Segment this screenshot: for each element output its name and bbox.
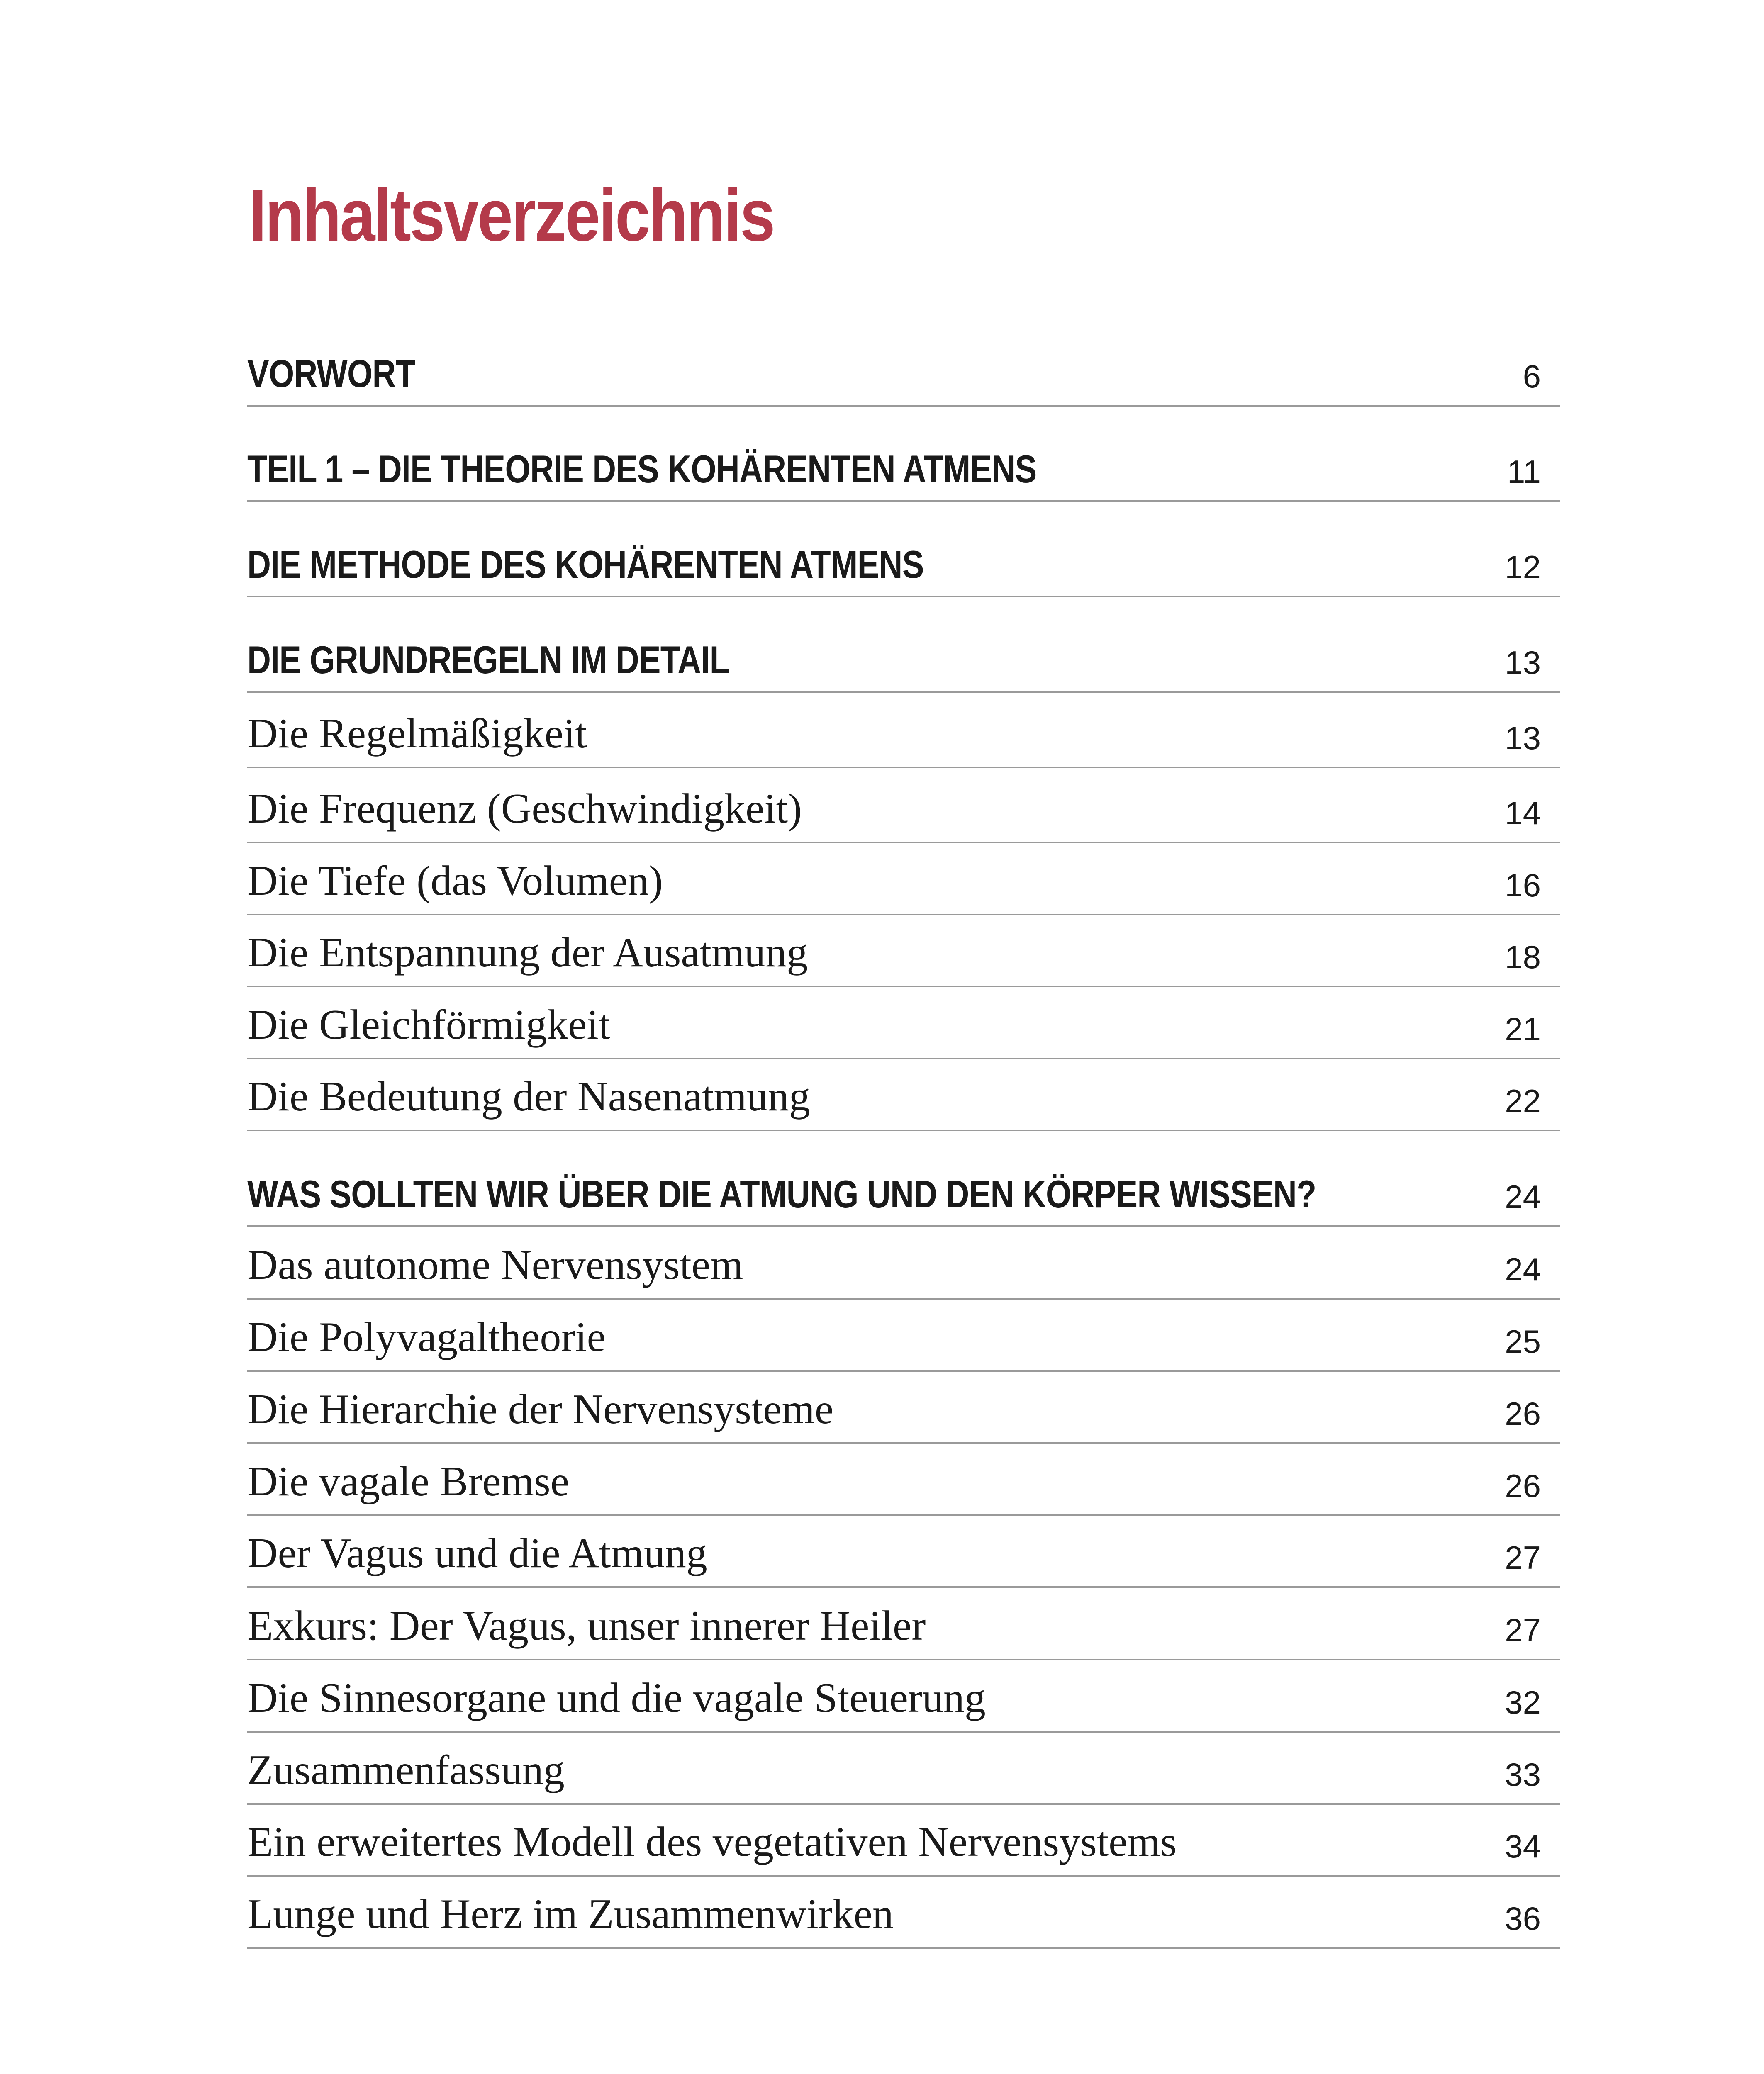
toc-page-number: 34 — [1505, 1828, 1541, 1865]
toc-item[interactable] — [247, 1227, 1560, 1300]
toc-page-number: 24 — [1505, 1251, 1541, 1288]
toc-page-number: 26 — [1505, 1395, 1541, 1432]
toc-item-label: Exkurs: Der Vagus, unser innerer Heiler — [247, 1602, 926, 1649]
toc-heading-label: DIE METHODE DES KOHÄRENTEN ATMENS — [247, 543, 924, 586]
toc-page-number: 21 — [1505, 1011, 1541, 1047]
toc-item-label: Die Hierarchie der Nervensysteme — [247, 1386, 834, 1433]
toc-page-number: 32 — [1505, 1684, 1541, 1721]
toc-item[interactable] — [247, 768, 1560, 843]
toc-item-label: Die Gleichförmigkeit — [247, 1001, 611, 1048]
toc-page-number: 13 — [1505, 644, 1541, 681]
toc-heading-label: DIE GRUNDREGELN IM DETAIL — [247, 638, 729, 682]
toc-item-label: Das autonome Nervensystem — [247, 1241, 743, 1288]
page-title: Inhaltsverzeichnis — [249, 174, 774, 256]
toc-heading-teil-1[interactable] — [247, 407, 1560, 502]
toc-item[interactable] — [247, 1660, 1560, 1733]
toc-page-number: 12 — [1505, 549, 1541, 585]
toc-page-number: 13 — [1505, 720, 1541, 756]
toc-item[interactable] — [247, 1300, 1560, 1372]
toc-page-number: 18 — [1505, 939, 1541, 975]
toc-item[interactable] — [247, 915, 1560, 987]
toc-page-number: 25 — [1505, 1323, 1541, 1360]
toc-item[interactable] — [247, 1588, 1560, 1660]
toc-list — [247, 0, 1560, 2074]
toc-item-label: Die Bedeutung der Nasenatmung — [247, 1073, 810, 1120]
toc-heading-grundregeln[interactable] — [247, 597, 1560, 693]
toc-item[interactable] — [247, 1516, 1560, 1588]
toc-page-number: 36 — [1505, 1900, 1541, 1937]
toc-page-number: 26 — [1505, 1468, 1541, 1504]
toc-item-label: Die vagale Bremse — [247, 1458, 570, 1505]
toc-heading-label: VORWORT — [247, 352, 415, 395]
toc-item-label: Ein erweitertes Modell des vegetativen Nervensystems — [247, 1818, 1177, 1865]
toc-item[interactable] — [247, 1805, 1560, 1877]
toc-item-label: Die Sinnesorgane und die vagale Steuerung — [247, 1675, 986, 1721]
toc-item[interactable] — [247, 693, 1560, 768]
toc-page-number: 27 — [1505, 1612, 1541, 1648]
toc-item[interactable] — [247, 1877, 1560, 1949]
toc-item[interactable] — [247, 843, 1560, 915]
toc-page-number: 6 — [1523, 358, 1541, 394]
toc-item[interactable] — [247, 1733, 1560, 1805]
toc-heading-label: TEIL 1 – DIE THEORIE DES KOHÄRENTEN ATMENS — [247, 447, 1037, 491]
toc-item-label: Die Tiefe (das Volumen) — [247, 857, 663, 904]
toc-item-label: Lunge und Herz im Zusammenwirken — [247, 1891, 894, 1938]
toc-item[interactable] — [247, 1059, 1560, 1131]
toc-heading-atmung-koerper[interactable] — [247, 1131, 1560, 1227]
toc-heading-methode[interactable] — [247, 502, 1560, 597]
toc-page-number: 22 — [1505, 1083, 1541, 1119]
toc-item[interactable] — [247, 1372, 1560, 1444]
toc-page-number: 14 — [1505, 795, 1541, 831]
toc-page-number: 11 — [1507, 453, 1541, 490]
toc-heading-label: WAS SOLLTEN WIR ÜBER DIE ATMUNG UND DEN KÖRPER WISSEN? — [247, 1172, 1316, 1216]
toc-item-label: Die Polyvagaltheorie — [247, 1314, 606, 1361]
toc-page-number: 16 — [1505, 867, 1541, 903]
toc-item-label: Zusammenfassung — [247, 1747, 565, 1794]
toc-page-number: 24 — [1505, 1178, 1541, 1215]
toc-item[interactable] — [247, 1444, 1560, 1516]
toc-heading-vorwort[interactable] — [247, 332, 1560, 407]
toc-item[interactable] — [247, 987, 1560, 1059]
toc-item-label: Die Frequenz (Geschwindigkeit) — [247, 785, 802, 832]
toc-item-label: Der Vagus und die Atmung — [247, 1530, 707, 1577]
toc-page-number: 33 — [1505, 1756, 1541, 1793]
toc-page-number: 27 — [1505, 1539, 1541, 1576]
toc-item-label: Die Regelmäßigkeit — [247, 710, 587, 757]
toc-item-label: Die Entspannung der Ausatmung — [247, 929, 808, 976]
